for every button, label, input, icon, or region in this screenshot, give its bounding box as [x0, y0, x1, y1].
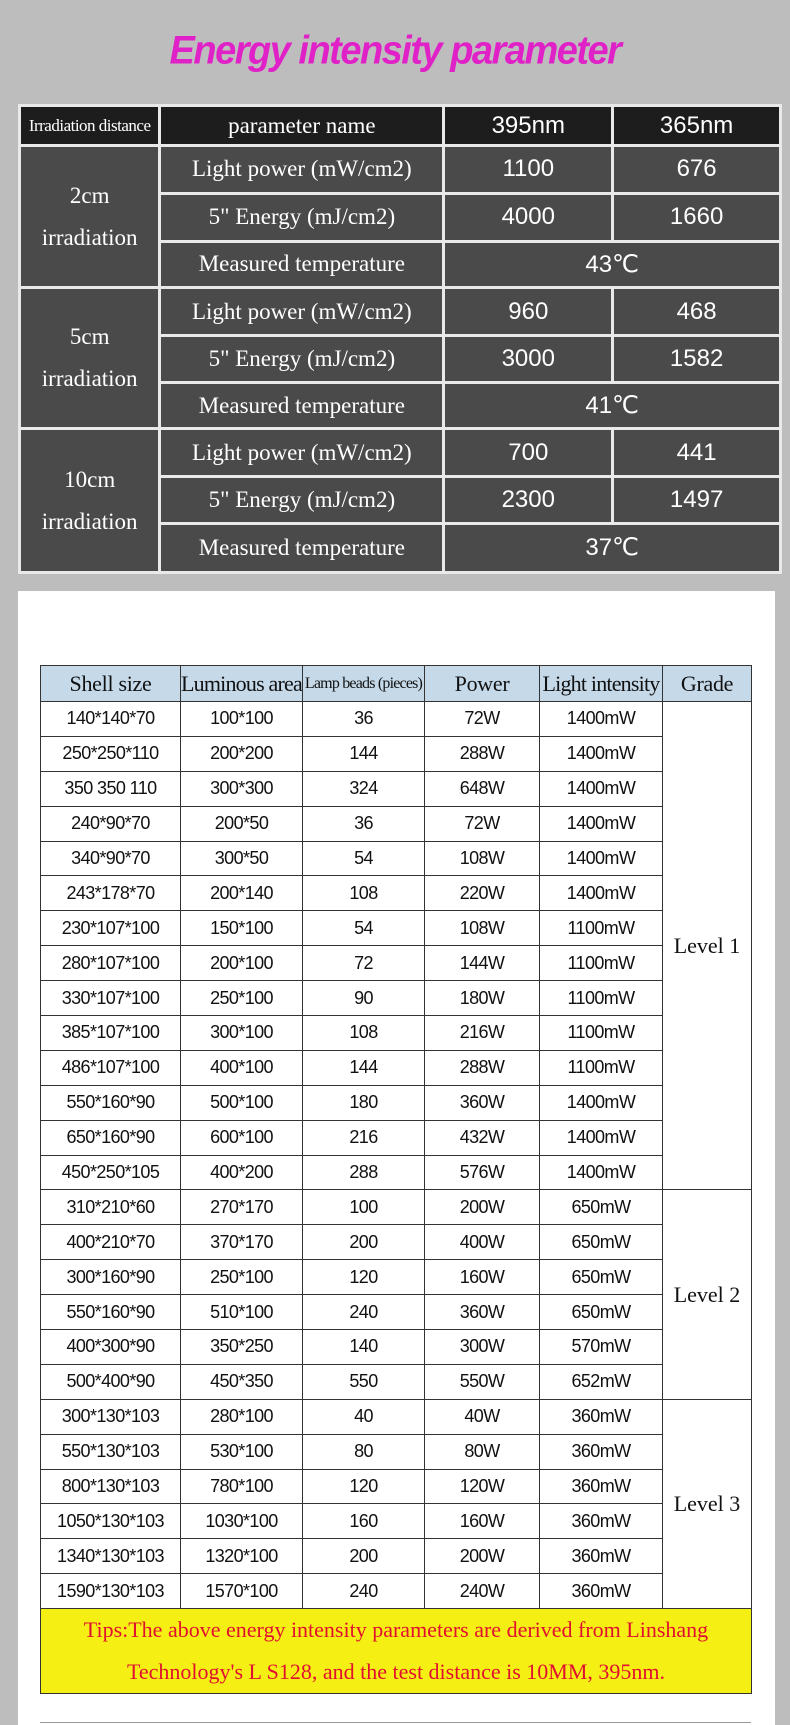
spec-cell: 570mW	[540, 1330, 663, 1365]
spec-cell: 1100mW	[540, 911, 663, 946]
spec-cell: 200*140	[181, 876, 303, 911]
spec-cell: 550*160*90	[41, 1085, 181, 1120]
spec-cell: 250*250*110	[41, 736, 181, 771]
spec-cell: 1590*130*103	[41, 1574, 181, 1609]
table-row	[41, 1016, 752, 1051]
spec-cell: 144	[303, 1050, 425, 1085]
spec-cell: 385*107*100	[41, 1016, 181, 1051]
spec-cell: 450*350	[181, 1364, 303, 1399]
spec-cell: 288	[303, 1155, 425, 1190]
energy-row	[20, 146, 781, 194]
spec-cell: 250*100	[181, 981, 303, 1016]
spec-cell: 40	[303, 1399, 425, 1434]
spec-cell: 432W	[425, 1120, 540, 1155]
spec-cell: 400W	[425, 1225, 540, 1260]
spec-cell: 360mW	[540, 1399, 663, 1434]
spec-cell: 90	[303, 981, 425, 1016]
spec-cell: 1570*100	[181, 1574, 303, 1609]
spec-header-cell: Light intensity	[540, 666, 663, 702]
spec-cell: 200W	[425, 1190, 540, 1225]
table-row	[41, 806, 752, 841]
table-row	[41, 1120, 752, 1155]
spec-cell: 160	[303, 1504, 425, 1539]
spec-cell: 270*170	[181, 1190, 303, 1225]
spec-header-cell: Shell size	[41, 666, 181, 702]
spec-cell: 160W	[425, 1260, 540, 1295]
spec-cell: 360mW	[540, 1434, 663, 1469]
spec-cell: 240*90*70	[41, 806, 181, 841]
irradiation-distance-cell: 5cm irradiation	[20, 288, 160, 429]
table-row	[41, 702, 752, 737]
spec-cell: 80	[303, 1434, 425, 1469]
energy-header-row	[20, 106, 781, 146]
spec-cell: 450*250*105	[41, 1155, 181, 1190]
spec-cell: 486*107*100	[41, 1050, 181, 1085]
energy-header-cell: 395nm	[444, 106, 613, 146]
irradiation-distance-cell: 2cm irradiation	[20, 146, 160, 288]
parameter-name-cell: Light power (mW/cm2)	[160, 288, 444, 336]
spec-cell: 550*160*90	[41, 1295, 181, 1330]
table-row	[41, 946, 752, 981]
spec-cell: 200*200	[181, 736, 303, 771]
spec-cell: 280*100	[181, 1399, 303, 1434]
spec-cell: 240W	[425, 1574, 540, 1609]
spec-cell: 144	[303, 736, 425, 771]
spec-cell: 1400mW	[540, 806, 663, 841]
table-row	[41, 1260, 752, 1295]
spec-cell: 200*100	[181, 946, 303, 981]
spec-cell: 200	[303, 1225, 425, 1260]
spec-cell: 300*160*90	[41, 1260, 181, 1295]
spec-cell: 350*250	[181, 1330, 303, 1365]
energy-header-cell: parameter name	[160, 106, 444, 146]
spec-cell: 300*100	[181, 1016, 303, 1051]
value-395nm-cell: 700	[444, 429, 613, 477]
spec-cell: 360mW	[540, 1539, 663, 1574]
spec-cell: 500*400*90	[41, 1364, 181, 1399]
spec-cell: 1400mW	[540, 736, 663, 771]
table-row	[41, 1330, 752, 1365]
spec-cell: 800*130*103	[41, 1469, 181, 1504]
spec-cell: 650mW	[540, 1295, 663, 1330]
spec-cell: 72	[303, 946, 425, 981]
spec-cell: 108W	[425, 911, 540, 946]
spec-cell: 370*170	[181, 1225, 303, 1260]
spec-cell: 144W	[425, 946, 540, 981]
spec-cell: 288W	[425, 736, 540, 771]
spec-cell: 360mW	[540, 1504, 663, 1539]
spec-cell: 360W	[425, 1295, 540, 1330]
value-365nm-cell: 1582	[613, 336, 781, 383]
spec-header-cell: Lamp beads (pieces)	[303, 666, 425, 702]
spec-cell: 500*100	[181, 1085, 303, 1120]
spec-cell: 1400mW	[540, 1155, 663, 1190]
value-395nm-cell: 1100	[444, 146, 613, 194]
spec-cell: 280*107*100	[41, 946, 181, 981]
table-row	[41, 1050, 752, 1085]
spec-cell: 576W	[425, 1155, 540, 1190]
parameter-name-cell: Light power (mW/cm2)	[160, 429, 444, 477]
parameter-name-cell: 5" Energy (mJ/cm2)	[160, 477, 444, 524]
energy-header-cell: 365nm	[613, 106, 781, 146]
spec-cell: 650mW	[540, 1190, 663, 1225]
temperature-cell: 37℃	[444, 523, 781, 572]
spec-cell: 108W	[425, 841, 540, 876]
parameter-name-cell: Measured temperature	[160, 241, 444, 288]
parameter-name-cell: Measured temperature	[160, 382, 444, 429]
spec-cell: 108	[303, 1016, 425, 1051]
spec-cell: 324	[303, 771, 425, 806]
grade-cell: Level 1	[663, 702, 752, 1190]
spec-cell: 72W	[425, 702, 540, 737]
parameter-name-cell: Light power (mW/cm2)	[160, 146, 444, 194]
spec-cell: 1100mW	[540, 981, 663, 1016]
spec-cell: 1030*100	[181, 1504, 303, 1539]
value-395nm-cell: 960	[444, 288, 613, 336]
table-row	[41, 1190, 752, 1225]
spec-cell: 1400mW	[540, 841, 663, 876]
spec-cell: 300W	[425, 1330, 540, 1365]
grade-cell: Level 2	[663, 1190, 752, 1399]
spec-cell: 1100mW	[540, 1016, 663, 1051]
spec-cell: 650*160*90	[41, 1120, 181, 1155]
spec-cell: 1100mW	[540, 1050, 663, 1085]
spec-cell: 1320*100	[181, 1539, 303, 1574]
energy-row	[20, 429, 781, 477]
spec-cell: 80W	[425, 1434, 540, 1469]
spec-cell: 350 350 110	[41, 771, 181, 806]
table-row	[41, 1574, 752, 1609]
spec-cell: 220W	[425, 876, 540, 911]
spec-cell: 550*130*103	[41, 1434, 181, 1469]
spec-cell: 400*210*70	[41, 1225, 181, 1260]
spec-cell: 1400mW	[540, 1085, 663, 1120]
temperature-cell: 41℃	[444, 382, 781, 429]
parameter-name-cell: 5" Energy (mJ/cm2)	[160, 336, 444, 383]
energy-intensity-table	[18, 104, 782, 574]
value-395nm-cell: 3000	[444, 336, 613, 383]
spec-cell: 330*107*100	[41, 981, 181, 1016]
spec-cell: 650mW	[540, 1225, 663, 1260]
tips-row	[41, 1609, 752, 1694]
spec-cell: 510*100	[181, 1295, 303, 1330]
spec-cell: 120	[303, 1469, 425, 1504]
table-row	[41, 911, 752, 946]
spec-cell: 200	[303, 1539, 425, 1574]
table-row	[41, 841, 752, 876]
spec-cell: 780*100	[181, 1469, 303, 1504]
table-row	[41, 1155, 752, 1190]
spec-cell: 360mW	[540, 1469, 663, 1504]
parameter-name-cell: 5" Energy (mJ/cm2)	[160, 193, 444, 241]
value-365nm-cell: 441	[613, 429, 781, 477]
value-365nm-cell: 1660	[613, 193, 781, 241]
spec-cell: 300*50	[181, 841, 303, 876]
spec-cell: 340*90*70	[41, 841, 181, 876]
spec-cell: 1400mW	[540, 1120, 663, 1155]
spec-cell: 180	[303, 1085, 425, 1120]
table-row	[41, 1225, 752, 1260]
spec-header-cell: Grade	[663, 666, 752, 702]
spec-cell: 360W	[425, 1085, 540, 1120]
spec-cell: 54	[303, 911, 425, 946]
table-row	[41, 1364, 752, 1399]
spec-cell: 180W	[425, 981, 540, 1016]
irradiation-distance-cell: 10cm irradiation	[20, 429, 160, 573]
table-row	[41, 736, 752, 771]
table-row	[41, 771, 752, 806]
spec-cell: 310*210*60	[41, 1190, 181, 1225]
spec-cell: 1340*130*103	[41, 1539, 181, 1574]
energy-header-cell: Irradiation distance	[20, 106, 160, 146]
divider	[40, 1722, 751, 1723]
value-395nm-cell: 4000	[444, 193, 613, 241]
spec-cell: 360mW	[540, 1574, 663, 1609]
spec-cell: 200*50	[181, 806, 303, 841]
table-row	[41, 1504, 752, 1539]
spec-cell: 1400mW	[540, 702, 663, 737]
spec-cell: 1400mW	[540, 876, 663, 911]
grade-cell: Level 3	[663, 1399, 752, 1608]
spec-cell: 400*100	[181, 1050, 303, 1085]
spec-cell: 1050*130*103	[41, 1504, 181, 1539]
spec-cell: 72W	[425, 806, 540, 841]
spec-cell: 54	[303, 841, 425, 876]
table-row	[41, 981, 752, 1016]
value-395nm-cell: 2300	[444, 477, 613, 524]
spec-cell: 108	[303, 876, 425, 911]
spec-cell: 1100mW	[540, 946, 663, 981]
spec-cell: 120	[303, 1260, 425, 1295]
spec-cell: 140*140*70	[41, 702, 181, 737]
spec-cell: 648W	[425, 771, 540, 806]
spec-header-row	[41, 666, 752, 702]
table-row	[41, 1539, 752, 1574]
table-row	[41, 1295, 752, 1330]
table-row	[41, 1434, 752, 1469]
spec-cell: 600*100	[181, 1120, 303, 1155]
spec-cell: 100	[303, 1190, 425, 1225]
spec-cell: 140	[303, 1330, 425, 1365]
energy-row	[20, 288, 781, 336]
spec-cell: 120W	[425, 1469, 540, 1504]
spec-cell: 243*178*70	[41, 876, 181, 911]
spec-header-cell: Luminous area	[181, 666, 303, 702]
spec-cell: 216	[303, 1120, 425, 1155]
spec-cell: 250*100	[181, 1260, 303, 1295]
spec-cell: 36	[303, 702, 425, 737]
spec-cell: 40W	[425, 1399, 540, 1434]
table-row	[41, 1399, 752, 1434]
value-365nm-cell: 468	[613, 288, 781, 336]
spec-cell: 1400mW	[540, 771, 663, 806]
table-row	[41, 876, 752, 911]
value-365nm-cell: 676	[613, 146, 781, 194]
spec-cell: 530*100	[181, 1434, 303, 1469]
spec-cell: 36	[303, 806, 425, 841]
value-365nm-cell: 1497	[613, 477, 781, 524]
page-title: Energy intensity parameter	[169, 28, 621, 74]
spec-cell: 300*300	[181, 771, 303, 806]
spec-cell: 200W	[425, 1539, 540, 1574]
spec-cell: 100*100	[181, 702, 303, 737]
spec-cell: 400*200	[181, 1155, 303, 1190]
spec-cell: 550	[303, 1364, 425, 1399]
tips-text: Tips:The above energy intensity parameters are derived from Linshang Technology's L S128, and the test distance is 10MM, 395nm.	[41, 1609, 752, 1694]
spec-cell: 550W	[425, 1364, 540, 1399]
spec-cell: 400*300*90	[41, 1330, 181, 1365]
spec-cell: 240	[303, 1574, 425, 1609]
spec-header-cell: Power	[425, 666, 540, 702]
table-row	[41, 1469, 752, 1504]
spec-cell: 240	[303, 1295, 425, 1330]
parameter-name-cell: Measured temperature	[160, 523, 444, 572]
table-row	[41, 1085, 752, 1120]
spec-cell: 652mW	[540, 1364, 663, 1399]
spec-cell: 160W	[425, 1504, 540, 1539]
spec-table	[40, 665, 752, 1694]
spec-cell: 650mW	[540, 1260, 663, 1295]
temperature-cell: 43℃	[444, 241, 781, 288]
spec-cell: 150*100	[181, 911, 303, 946]
spec-cell: 216W	[425, 1016, 540, 1051]
spec-cell: 230*107*100	[41, 911, 181, 946]
spec-cell: 300*130*103	[41, 1399, 181, 1434]
spec-cell: 288W	[425, 1050, 540, 1085]
